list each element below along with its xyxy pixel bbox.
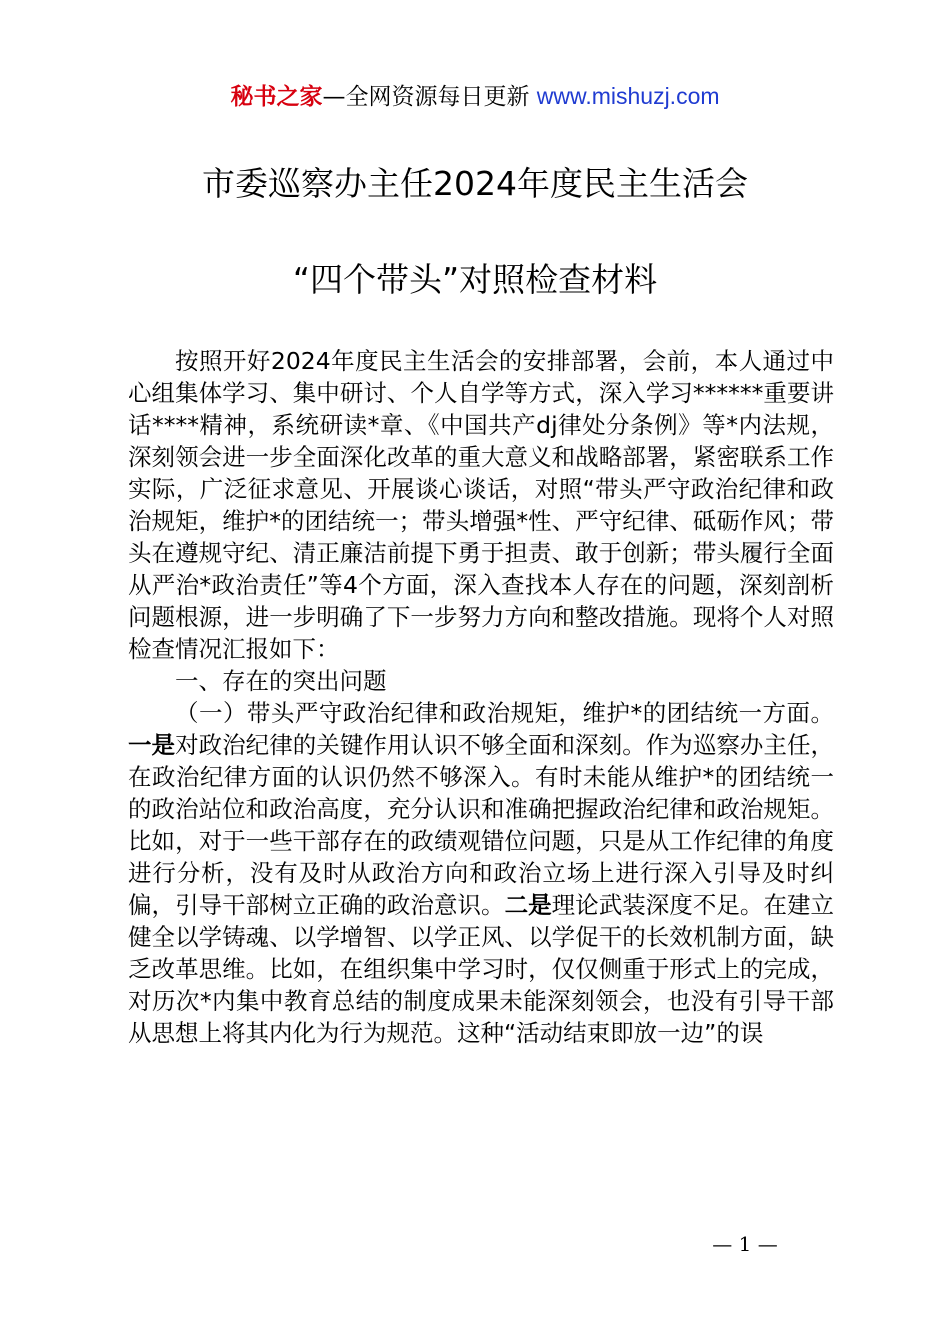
site-header	[0, 80, 950, 113]
intro-paragraph: 按照开好2024年度民主生活会的安排部署，会前，本人通过中心组集体学习、集中研讨、个人自学等方式，深入学习******重要讲话****精神，系统研读*章、《中国共产dj律处分条例》等*内法规，深刻领会进一步全面深化改革的重大意义和战略部署，紧密联系工作实际，广泛征求意见、开展谈心谈话，对照“带头严守政治纪律和政治规矩，维护*的团结统一；带头增强*性、严守纪律、砥砺作风；带头在遵规守纪、清正廉洁前提下勇于担责、敢于创新；带头履行全面从严治*政治责任”等4个方面，深入查找本人存在的问题，深刻剖析问题根源，进一步明确了下一步努力方向和整改措施。现将个人对照检查情况汇报如下：	[128, 347, 834, 663]
point-2-label: 二是	[504, 891, 552, 919]
subsection-paragraph	[128, 697, 834, 1049]
page-number: — 1 —	[712, 1232, 778, 1256]
header-slogan: 全网资源每日更新	[345, 84, 530, 110]
document-body	[128, 345, 834, 1049]
section-heading: 一、存在的突出问题	[175, 667, 387, 695]
subsection-heading: （一）带头严守政治纪律和政治规矩，维护*的团结统一方面。	[175, 699, 834, 727]
site-brand: 秘书之家	[230, 84, 323, 110]
header-dash: —	[322, 84, 346, 110]
point-1-label: 一是	[128, 731, 176, 759]
point-1-text: 对政治纪律的关键作用认识不够全面和深刻。作为巡察办主任，在政治纪律方面的认识仍然不够深入。有时未能从维护*的团结统一的政治站位和政治高度，充分认识和准确把握政治纪律和政治规矩。比如，对于一些干部存在的政绩观错位问题，只是从工作纪律的角度进行分析，没有及时从政治方向和政治立场上进行深入引导及时纠偏，引导干部树立正确的政治意识。	[128, 731, 835, 919]
site-url-link[interactable]: www.mishuzj.com	[536, 83, 720, 109]
document-title-line2: “四个带头”对照检查材料	[292, 260, 658, 299]
point-2-text: 理论武装深度不足。在建立健全以学铸魂、以学增智、以学正风、以学促干的长效机制方面，缺乏改革思维。比如，在组织集中学习时，仅仅侧重于形式上的完成，对历次*内集中教育总结的制度成果未能深刻领会，也没有引导干部从思想上将其内化为行为规范。这种“活动结束即放一边”的误	[128, 891, 835, 1047]
document-title-line1: 市委巡察办主任2024年度民主生活会	[202, 164, 748, 203]
